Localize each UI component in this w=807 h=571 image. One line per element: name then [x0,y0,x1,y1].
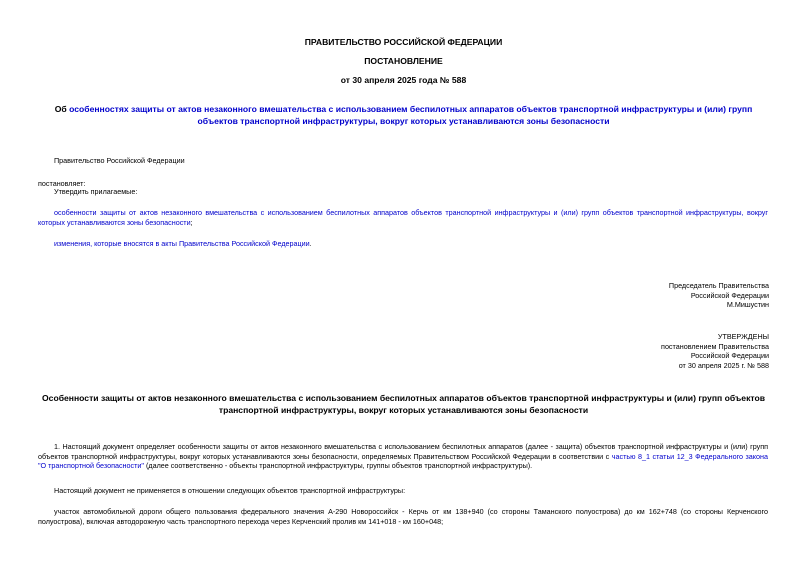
list-item-features [38,208,768,227]
annex-title: Особенности защиты от актов незаконного вмешательства с использованием беспилотных аппаратов объектов транспортной инфраструктуры и (или) групп объектов транспортной инфраструктуры, вокруг которых устанавливаются зоны безопасности [41,393,766,415]
federal-law-link[interactable]: частью 8_1 статьи 12_3 Федерального закона "О транспортной безопасности" [38,451,768,471]
paragraph-3: участок автомобильной дороги общего пользования федерального значения А-290 Новороссийск - Керчь от км 138+940 (со стороны Таманского полуострова) до км 162+748 (со стороны Керченского полуострова), включая автодорожную часть транспортного перехода через Керченский пролив км 141+018 - км 160+048; [38,507,768,526]
approved-country: Российской Федерации [690,351,769,361]
approve-text: Утвердить прилагаемые: [54,187,138,196]
signature-country: Российской Федерации [690,290,769,300]
government-heading: ПРАВИТЕЛЬСТВО РОССИЙСКОЙ ФЕДЕРАЦИИ [304,37,503,47]
document-date-number: от 30 апреля 2025 года № 588 [340,75,467,85]
approved-by: постановлением Правительства [661,341,769,351]
signature-position: Председатель Правительства [668,281,769,290]
list-item-changes [54,239,312,249]
intro-text: Правительство Российской Федерации [54,156,185,165]
title-link[interactable]: особенностях защиты от актов незаконного вмешательства с использованием беспилотных аппаратов объектов транспортной инфраструктуры и (или) групп объектов транспортной инфраструктуры, вокруг которых устанавливаются зоны безопасности [69,104,753,126]
approved-block [469,332,769,371]
document-title [40,104,767,127]
changes-link[interactable]: изменения, которые вносятся в акты Правительства Российской Федерации [54,239,310,248]
features-tail: ; [190,217,193,227]
paragraph-1-text-a: 1. Настоящий документ определяет особенности защиты от актов незаконного вмешательства с использованием беспилотных аппаратов (далее - защита) объектов транспортной инфраструктуры и (или) групп объектов транспортной инфраструктуры, вокруг которых устанавливаются зоны безопасности, определяемых Правительством Российской Федерации в соответствии с [38,442,768,461]
document-type: ПОСТАНОВЛЕНИЕ [364,56,443,66]
paragraph-1-text-b: (далее соответственно - объекты транспортной инфраструктуры, группы объектов транспортной инфраструктуры). [143,461,533,471]
paragraph-2: Настоящий документ не применяется в отношении следующих объектов транспортной инфраструктуры: [54,486,406,495]
changes-tail: . [309,239,312,248]
paragraph-1 [38,442,768,471]
features-link[interactable]: особенности защиты от актов незаконного вмешательства с использованием беспилотных аппаратов объектов транспортной инфраструктуры и (или) групп объектов транспортной инфраструктуры, вокруг которых устанавливаются зоны безопасности [38,208,768,227]
signature-name: М.Мишустин [726,300,769,310]
approved-date: от 30 апреля 2025 г. № 588 [678,361,769,371]
approved-label: УТВЕРЖДЕНЫ [717,332,769,341]
signature-block [469,281,769,310]
title-prefix: Об [54,104,70,114]
decides-text: постановляет: [38,179,86,188]
